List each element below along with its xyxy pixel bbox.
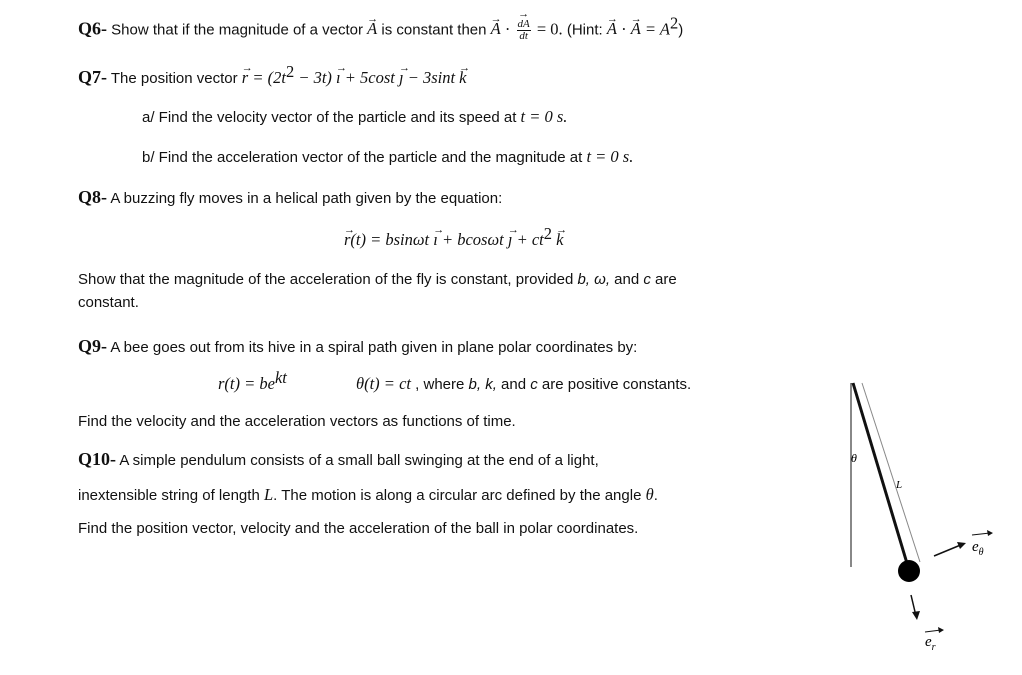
- q10-label: Q10-: [78, 449, 116, 469]
- q7-formula-4: − 3sint: [403, 68, 460, 87]
- q8-eq-2: + bcosωt: [437, 230, 508, 249]
- e-theta-letter: e: [972, 539, 979, 555]
- q9-tail-and: and: [496, 376, 531, 393]
- q7-formula-1: = (2t: [248, 68, 286, 87]
- q8-desc-2: constant.: [78, 294, 139, 311]
- q7-i-unit: → ı: [336, 69, 341, 87]
- q8-text: A buzzing fly moves in a helical path given by the equation:: [107, 190, 503, 207]
- q6-hint-a1: → A: [607, 20, 617, 38]
- e-r-letter: e: [925, 634, 932, 650]
- q6-derivative-num: → dA: [517, 19, 531, 31]
- q6-eq-zero: = 0.: [532, 19, 563, 39]
- q10-angle-theta: θ: [645, 485, 654, 504]
- q7-a-time: t = 0 s.: [520, 107, 568, 126]
- q8-k-unit: → k: [556, 231, 563, 249]
- q6-derivative-den: dt: [519, 30, 528, 42]
- q10-line2-2: . The motion is along a circular arc defined by the angle: [273, 487, 646, 504]
- q8-eq-1: (t) = bsinωt: [350, 230, 434, 249]
- e-r-label: [925, 634, 936, 653]
- q9-theta-eq: θ(t) = ct: [356, 374, 411, 393]
- q9-tail-vars: b, k,: [468, 376, 497, 393]
- pendulum-ball: [898, 560, 920, 582]
- figure-theta-label: θ: [851, 451, 857, 465]
- q9-tail-c: c: [530, 376, 538, 393]
- q7-j-unit: → ȷ: [399, 69, 404, 87]
- q9-r-eq: r(t) = be: [218, 374, 275, 393]
- q9-text: A bee goes out from its hive in a spiral path given in plane polar coordinates by:: [107, 339, 638, 356]
- q7-formula-2: − 3t): [294, 68, 337, 87]
- q6-hint-prefix: (Hint:: [562, 21, 607, 39]
- q6-vector-a: → A: [367, 20, 377, 38]
- q9-find-text: Find the velocity and the acceleration vectors as functions of time.: [78, 413, 516, 430]
- e-r-arrowhead: [912, 611, 920, 620]
- q6-label: Q6-: [78, 18, 107, 39]
- q10-length-L: L: [263, 485, 274, 504]
- figure-length-label: L: [896, 479, 903, 491]
- q6-text: Show that if the magnitude of a vector: [107, 21, 368, 39]
- q10-line2-1: inextensible string of length: [78, 487, 264, 504]
- q6-hint-sq: 2: [669, 13, 679, 33]
- q7-a-text: a/ Find the velocity vector of the particle and its speed at: [142, 109, 521, 126]
- q8-desc-c: c: [643, 271, 651, 288]
- q8-j-unit: → ȷ: [508, 231, 513, 249]
- q7-b-text: b/ Find the acceleration vector of the particle and the magnitude at: [142, 149, 587, 166]
- length-dimension-line: [862, 383, 920, 562]
- q7-label: Q7-: [78, 67, 107, 87]
- q8-eq-3: + ct: [512, 230, 544, 249]
- q7-formula-3: + 5cost: [340, 68, 399, 87]
- q6-vector-a2: → A: [491, 20, 501, 38]
- q9-label: Q9-: [78, 336, 107, 356]
- dot-symbol: ·: [500, 19, 515, 39]
- q9-r-exp: kt: [274, 368, 287, 387]
- q8-i-unit: → ı: [433, 231, 438, 249]
- q8-label: Q8-: [78, 187, 107, 207]
- q8-desc-and: and: [610, 271, 644, 288]
- q8-desc-are: are: [650, 271, 677, 288]
- q9-tail-2: are positive constants.: [537, 376, 692, 393]
- q10-line3-text: Find the position vector, velocity and the acceleration of the ball in polar coordinates.: [78, 520, 639, 537]
- q6-hint-suffix: ): [678, 21, 684, 39]
- q8-desc-vars: b, ω,: [577, 271, 610, 288]
- q7-r-vector: → r: [242, 69, 248, 87]
- q8-r-vector: → r: [344, 231, 350, 249]
- dot-symbol: ·: [616, 19, 631, 39]
- q8-squared: 2: [543, 224, 552, 243]
- q6-then: is constant then: [377, 21, 491, 39]
- q10-text: A simple pendulum consists of a small ball swinging at the end of a light,: [116, 452, 599, 469]
- q7-text: The position vector: [107, 70, 242, 87]
- e-theta-overarrow-head: [987, 530, 993, 536]
- q10-line2-3: .: [653, 487, 658, 504]
- q8-desc-1: Show that the magnitude of the acceleration of the fly is constant, provided: [78, 271, 578, 288]
- e-theta-subscript: θ: [978, 547, 984, 558]
- pendulum-string: [853, 383, 909, 570]
- q9-tail-1: , where: [410, 376, 469, 393]
- q7-squared: 2: [285, 62, 295, 81]
- q6-hint-eq: = A: [640, 19, 670, 39]
- e-theta-overarrow: [972, 533, 990, 535]
- e-r-subscript: r: [931, 642, 936, 653]
- q6-hint-a2: → A: [631, 20, 641, 38]
- q7-b-time: t = 0 s.: [586, 147, 634, 166]
- e-r-overarrow-head: [938, 627, 944, 633]
- e-theta-label: [972, 539, 984, 558]
- q7-k-unit: → k: [459, 69, 466, 87]
